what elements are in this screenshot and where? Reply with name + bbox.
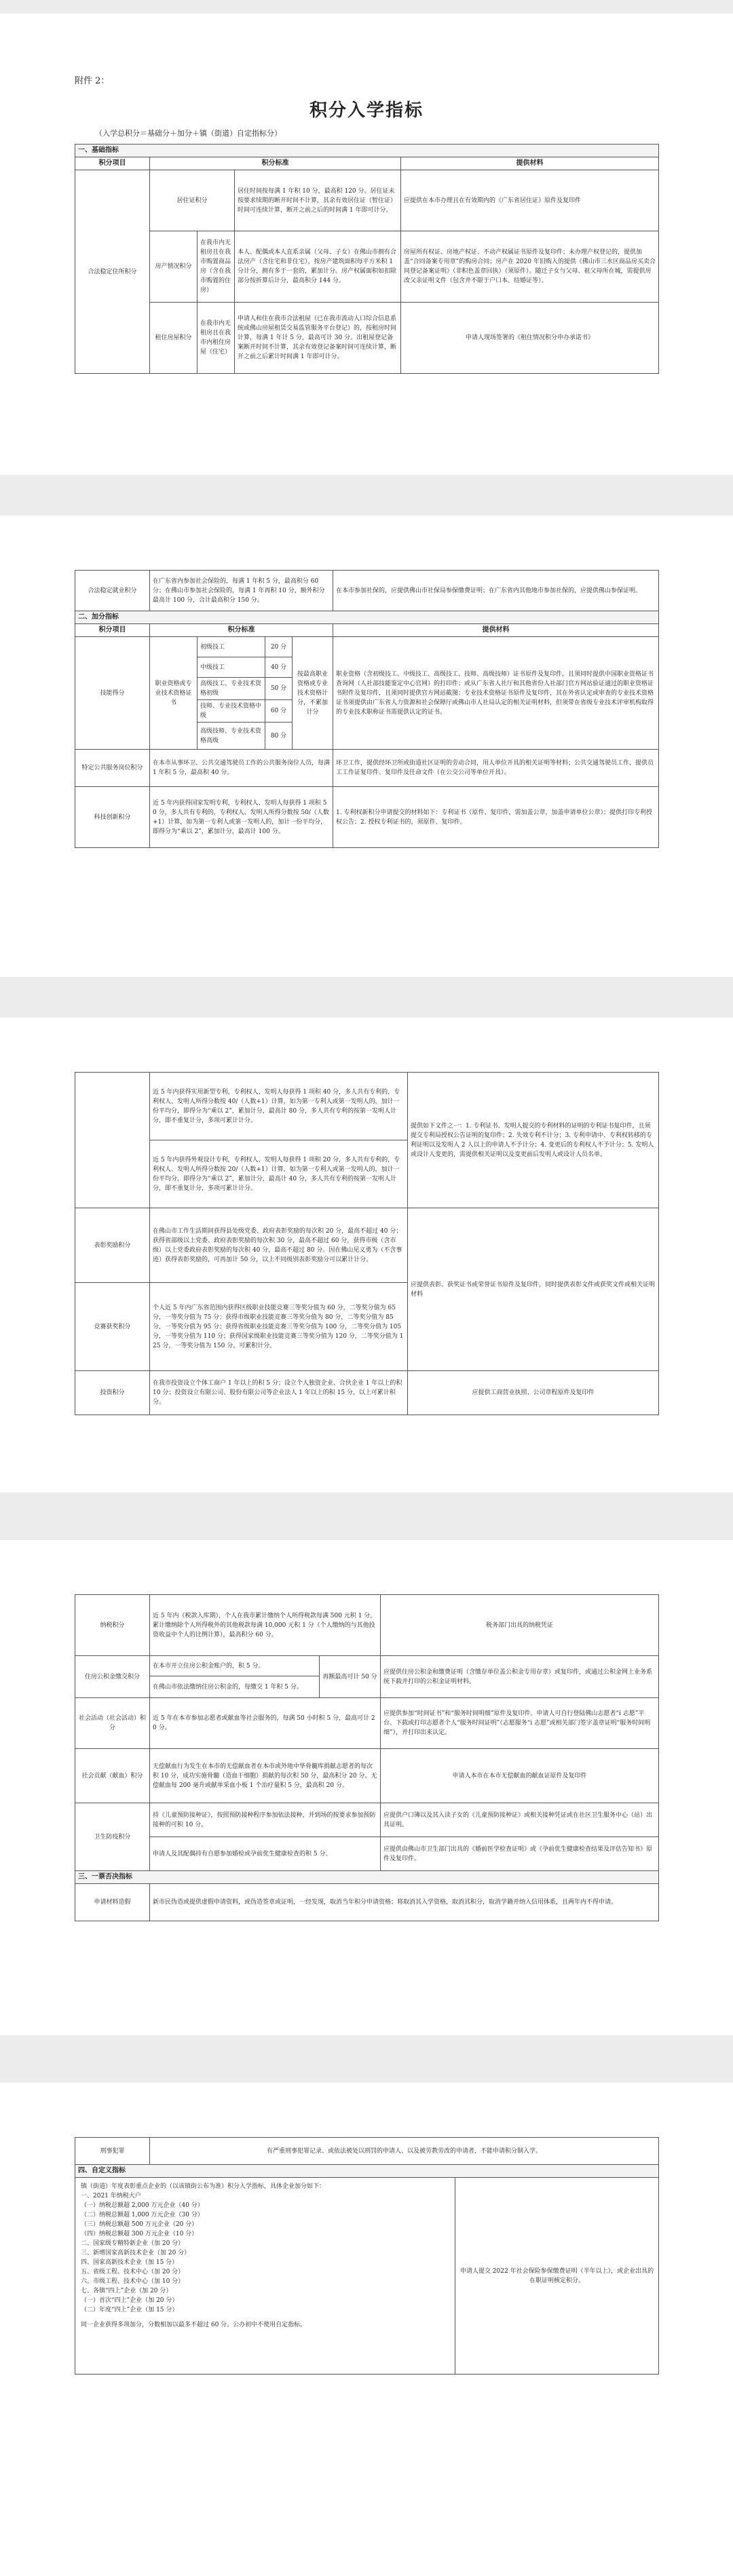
custom-item: （四）纳税总额超 300 万元企业（10 分）: [81, 2231, 198, 2237]
custom-standard: [75, 2178, 455, 2375]
criminal-standard: 有严重刑事犯罪记录、或依法被处以刑罚的申请人、以及被劳教劳改的申请者，不能申请积分制入学。: [150, 2138, 659, 2165]
rent-house-label: 租住房屋积分: [150, 303, 198, 374]
award-standard: 在佛山市工作生活期间获得县处级党委、政府表彰奖励的每次积 20 分，最高不超过 40 分；获得省部级以上党委、政府表彰奖励的每次积 30 分，最高不超过 60 分，获得市级（含市级）以上党委政府表彰奖励的每次积 40 分，最高不超过 80 分。因在佛山见义勇为（不含事迹）获得表彰奖励的，可再加计 50 分，以上不同级别表彰奖励分可以累计计分。: [150, 1208, 408, 1283]
skill-level-5: 高级技师、专业技术资格高级: [198, 723, 265, 750]
custom-item: 一、2021 年纳税大户: [81, 2193, 141, 2199]
patent-material: 1. 专利权新积分申请提交的材料如下：专利证书（原件、复印件，需加盖公章，加盖申请单位公章）；提供打印专利授权公告；2. 授权专利证书的，须原件、复印件。: [333, 787, 659, 848]
own-house-material: 房屋所有权证、房地产权证、不动产权属证书原件及复印件；未办理产权登记的，提供加盖“合同备案专用章”的购房合同；房产在 2020 年旧购入的提供《佛山市三水区商品房买卖合同登记备案证明》（非积色盖章回执）（须原件）。随迁子女与父母、祖父母所在城，需提供房改父亲证明文件（包含并不限于户口本、结婚证等）。: [401, 231, 659, 303]
own-house-label: 房产情况积分: [150, 231, 198, 303]
volunteer-material: 应提供参加“时间证书”和“服务时间明细”原件及复印件。申请人可自行登陆佛山志愿者“i 志愿”平台、下载或打印志愿者个人“服务时间证明”（志愿服务“i 志愿”或相关部门签字盖章证明“服务时间明细”），并打印出来认定。: [381, 1698, 659, 1749]
invest-standard: 在我市投资设立个体工商户 1 年以上的积 5 分；设立个人独资企业、合伙企业 1 年以上的积 10 分；投资设立有限公司、股份有限公司等企业法人 1 年以上的积 15 分，以上可累计积分。: [150, 1371, 408, 1415]
fund-standard-2: 在佛山市依法缴纳住房公积金的，每缴交 1 年积 5 分。: [150, 1676, 320, 1698]
health-label: 卫生防疫积分: [75, 1803, 150, 1871]
skill-label: 技能得分: [75, 637, 150, 750]
patent-standard: 近 5 年内获得国家发明专利，专利权人、发明人每获得 1 项积 50 分，多人共有专利的，专利权人、发明人所得分数按 50/（人数+1）计算，如为第一专利人或第一发明人的，加计一份平均分，即得分为“乘以 2”，累加计分，最高计 100 分。: [150, 787, 333, 848]
residence-permit-material: 应提供在本市办理且在有效期内的《广东省居住证》原件及复印件: [401, 170, 659, 231]
premarital-material: 应提供由佛山市卫生部门出具的《婚前医学检查证明》或《孕前优生健康检查结果及评估告知书》原件及复印件。: [381, 1837, 659, 1871]
blood-label: 社会贡献（献血）积分: [75, 1749, 150, 1803]
patent-label-continued: [75, 1073, 150, 1208]
basic-indicators-table: [75, 144, 659, 374]
custom-item: 六、市级工程、技术中心（加 10 分）: [81, 2278, 185, 2285]
custom-item: 七、各镇“四上”企业（加 20 分）: [81, 2288, 172, 2294]
skill-level-3: 高级技工、专业技术资格初级: [198, 678, 265, 700]
volunteer-label: 社会活动（社会活动）积分: [75, 1698, 150, 1749]
premarital-standard: 申请人及其配偶持有自愿参加婚检或孕前优生健康检查的积 5 分。: [150, 1837, 381, 1871]
public-service-standard: 在本市从事环卫、公共交通驾驶员工作的公共服务岗位人员，每满 1 年积 5 分，最高积 40 分。: [150, 750, 333, 787]
skill-points-5: 80 分: [265, 723, 293, 750]
header-item-2: 积分项目: [75, 624, 150, 637]
fraud-standard: 新市民伪造或提供虚假申请资料，或伪造签章或证明，一经发现，取消当年积分申请资格；将取消其入学资格，取消其积分，取消学籍并纳入信用体系，且两年内不得申请。: [150, 1884, 659, 1921]
competition-standard: 个人近 5 年内广东省范围内获得区级职业技能竞赛三等奖分值为 60 分，二等奖分值为 65 分，一等奖分值为 75 分；获得市级职业技能竞赛三等奖分值为 80 分，二等奖分值为 85 分，一等奖分值为 95 分；获得省级职业技能竞赛三等奖分值为 100 分，二等奖分值为 105 分，一等奖分值为 110 分；获得国家级职业技能竞赛三等奖分值为 120 分，二等奖分值为 125 分，一等奖分值为 150 分。可累积计分。: [150, 1283, 408, 1371]
document-page-1: [0, 14, 733, 475]
own-house-condition: 在我市内无租房且在我市购置商品房（含在我市购置的住房）: [198, 231, 235, 303]
skill-points-1: 20 分: [265, 637, 293, 657]
patent-material-2: 提供如下文件之一：1. 专利证书、发明人提交的专利材料的证明的专利证书复印件，且须提交专利局授权公告证明的复印件；2. 失效专利不计分；3. 专利申请中、专利权转移的专利证明以及发明人 2 人以上的申请人不予计分；4. 变更后的专利权人不予计分；5. 发明人或设计人变更的，需提供相关证明以及变更前后发明人或设计人员名单。: [408, 1073, 659, 1208]
section-heading-basic: 一、基础指标: [75, 145, 659, 157]
section-heading-plus: 二、加分指标: [75, 611, 659, 624]
insurance-material: 在本市参加社保的，应提供佛山市社保局参保缴费证明；在广东省内其他地市参加社保的，应提供佛山参保证明。: [333, 571, 659, 611]
custom-note: 同一企业获得多项加分，分数相加以最多不超过 60 分。公办初中不使用自定指标。: [81, 2322, 307, 2328]
criminal-label: 刑事犯罪: [75, 2138, 150, 2165]
vaccine-standard: 持《儿童预防接种证》，按照预防接种程序参加依法接种，并到场的按要求参加预防接种的可积 10 分。: [150, 1803, 381, 1837]
custom-item: （三）纳税总额超 500 万元企业（20 分）: [81, 2221, 198, 2228]
own-house-standard: 本人、配偶或本人直系亲属（父母、子女）在佛山市拥有合法房产（含住宅和非住宅），按房产建筑面积每平方米积 1 分计分，拥有多于一套的，累加计分。房产权属面积如扣除部分按折算后计分，最高积分 144 分。: [235, 231, 401, 303]
custom-item: （一）纳税总额超 2,000 万元企业（40 分）: [81, 2202, 204, 2209]
rent-house-material: 申请人现场签署的《租住情况积分申办承诺书》: [401, 303, 659, 374]
residence-permit-standard: 居住时间按每满 1 年积 10 分，最高积 120 分。居住证未按要求续期的断开时间不计算，其余有效居住证（暂住证）时间可连续计算，断开之前之后的时间满 1 年即可计分。: [235, 170, 401, 231]
fund-material: 应提供住房公积金和缴费证明（含缴存单位盖公积金专用存章）或复印件，或通过公积金网上业务系统下载并打印的公积金证明材料。: [381, 1656, 659, 1698]
fund-note: 再额最高可计 50 分: [320, 1656, 381, 1698]
vaccine-material: 应提供户口簿以及其入读子女的《儿童预防接种证》或相关接种凭证或在社区卫生服务中心（站）出具证明。: [381, 1803, 659, 1837]
plus-and-veto-table: [75, 1594, 659, 1921]
skill-points-3: 50 分: [265, 678, 293, 700]
residence-permit-label: 居住证积分: [150, 170, 235, 231]
invest-material: 应提供工商营业执照、公司章程原件及复印件: [408, 1371, 659, 1415]
skill-level-1: 初级技工: [198, 637, 265, 657]
custom-item: 三、新增国家高新技术企业（加 20 分）: [81, 2250, 191, 2256]
award-label: 表彰奖励积分: [75, 1208, 150, 1283]
insurance-label: 合法稳定就业积分: [75, 571, 150, 611]
skill-level-2: 中级技工: [198, 657, 265, 678]
skill-points-2: 40 分: [265, 657, 293, 678]
section-heading-veto: 三、一票否决指标: [75, 1871, 659, 1884]
tax-label: 纳税积分: [75, 1595, 150, 1656]
custom-item: （二）纳税总额超 1,000 万元企业（30 分）: [81, 2212, 204, 2218]
award-material: 应提供表彰、获奖证书或荣誉证书原件及复印件，同时提供表彰文件或获奖文件或相关证明材料: [408, 1208, 659, 1371]
blood-material: 申请人本市在本市无偿献血的献血证原件及复印件: [381, 1749, 659, 1803]
header-material: 提供材料: [401, 157, 659, 170]
header-item: 积分项目: [75, 157, 150, 170]
legal-residence-label: 合法稳定住所积分: [75, 170, 150, 374]
insurance-standard: 在广东省内参加社会保险的，每满 1 年积 5 分，最高积分 60 分；在佛山市参加社会保险的，每满 1 年再积 10 分，额外积分最高计 100 分，合计最高积分 150 分。: [150, 571, 333, 611]
plus-indicators-table: [75, 570, 659, 848]
header-material-2: 提供材料: [333, 624, 659, 637]
document-page-5: [0, 2083, 733, 2576]
custom-item: 四、国家高新技术企业（加 15 分）: [81, 2259, 178, 2266]
skill-condition: 职业资格或专业技术资格证书: [150, 637, 198, 750]
document-page-3: [0, 1018, 733, 1493]
custom-item: （一）首次“四上”企业（加 20 分）: [81, 2297, 178, 2304]
public-service-label: 特定公共服务岗位积分: [75, 750, 150, 787]
design-patent-standard: 近 5 年内获得外观设计专利，专利权人、发明人每获得 1 项积 20 分，多人共有专利的，专利权人、发明人所得分数按 20/（人数+1）计算，如为第一专利人或第一发明人的，加计一份平均分，即得分为“乘以 2”，累加计分，最高计 40 分，多人共有专利的按第一发明人计分，即不重复计分，多项可累计计分。: [150, 1140, 408, 1208]
public-service-material: 环卫工作，提供经环卫所或街道社区证明的劳动合同，用人单位开具的相关证明等材料；公共交通驾驶员工作，提供员工工作证复印件、复印件及任命文件（在公交公司等单位开具）。: [333, 750, 659, 787]
skill-level-4: 技师、专业技术资格中级: [198, 700, 265, 723]
score-formula: （入学总积分＝基础分＋加分＋镇（街道）自定指标分）: [95, 129, 282, 138]
skill-note: 按最高职业资格或专业技术资格计分，不累加计分: [293, 637, 333, 750]
tax-material: 税务部门出具的纳税凭证: [381, 1595, 659, 1656]
tax-standard: 近 5 年内（税款入库期），个人在我市累计缴纳个人所得税款每满 500 元积 1 分，累计缴纳除个人所得税外的其他税款每满 10,000 元积 1 分（个人缴纳的与其他投资收益中个人的比例计算），最高积分 60 分。: [150, 1595, 381, 1656]
attachment-label: 附件 2：: [75, 76, 110, 86]
page-title: 积分入学指标: [309, 100, 424, 121]
volunteer-standard: 近 5 年在本市参加志愿者或献血等社会服务的，每满 50 小时积 5 分，最高可计 20 分。: [150, 1698, 381, 1749]
skill-points-4: 60 分: [265, 700, 293, 723]
plus-indicators-table-continued: [75, 1072, 659, 1415]
fund-standard: 在本市开立住房公积金账户的，积 5 分。: [150, 1656, 320, 1676]
custom-item: 二、国家级专精特新企业（加 20 分）: [81, 2240, 185, 2247]
custom-material: 申请人提交 2022 年社会保险参保缴费证明（半年以上），或企业出具的在职证明核定积分。: [455, 2178, 659, 2375]
competition-label: 竞赛获奖积分: [75, 1283, 150, 1371]
header-standard-2: 积分标准: [150, 624, 333, 637]
custom-indicators-table: [75, 2137, 659, 2375]
rent-house-standard: 申请人和住在我市合法租屋（已在我市流动人口综合信息系统或佛山房屋租赁交易监管服务平台登记）的，按租房时间计算，每满 1 年计 5 分，最高可计 30 分。出租屋登记备案断开时间不计算，其余有效登记备案时间可连续计算，断开之前之后累计时间满 1 年即可计分。: [235, 303, 401, 374]
section-heading-custom: 四、自定义指标: [75, 2165, 659, 2178]
custom-intro: 镇（街道）年度表彰重点企业的（以该镇街公布为准）积分入学指标，具体企业加分如下：: [81, 2183, 326, 2190]
utility-patent-standard: 近 5 年内获得实用新型专利，专利权人、发明人每获得 1 项积 40 分，多人共有专利的，专利权人、发明人所得分数按 40/（人数+1）计算，如为第一专利人或第一发明人的，加计一份平均分，即得分为“乘以 2”，累加计分，最高计 80 分，多人共有专利的按第一发明人计分，即不重复计分，多项可累计计分。: [150, 1073, 408, 1140]
document-page-4: [0, 1540, 733, 2035]
document-page-2: [0, 516, 733, 977]
custom-item: （二）年度“四上”企业（加 15 分）: [81, 2307, 178, 2313]
rent-house-condition: 在我市内无租房且在我市内租住房屋（住宅）: [198, 303, 235, 374]
custom-item: 五、省级工程、技术中心（加 20 分）: [81, 2269, 185, 2275]
header-standard: 积分标准: [150, 157, 401, 170]
patent-label: 科技创新积分: [75, 787, 150, 848]
fund-label: 住房公积金缴交积分: [75, 1656, 150, 1698]
blood-standard: 无偿献血行为发生在本市的无偿献血者在本市或外地中华骨髓库捐献志愿者的每次积 10 分，成功实施骨髓（造血干细胞）捐献的每次积 50 分，最高积分 20 分。无偿献血每 200 毫升或献单采血小板 1 个治疗量积 5 分，最高积 20 分。: [150, 1749, 381, 1803]
fraud-label: 申请材料造假: [75, 1884, 150, 1921]
skill-material: 职业资格（含初级技工、中级技工、高级技工、技师、高级技师）证书原件及复印件，且须同时提供中国职业资格证书查询网（人社部技能鉴定中心官网）的打印件；或从广东省人社厅和其他省份人社部门官方网站验证通过的职业资格证书附件及复印件，且须同时提供官方网站截图；专业技术资格证书原件及复印件，其在外省认定或审查的专业技术资格证书须提供由广东省人力资源和社会保障厅或佛山市人社局认定的相关证明材料，但须带在省级专业技术评审机构取得的专业技术职称证书需提供认定的证书。: [333, 637, 659, 750]
invest-label: 投资积分: [75, 1371, 150, 1415]
